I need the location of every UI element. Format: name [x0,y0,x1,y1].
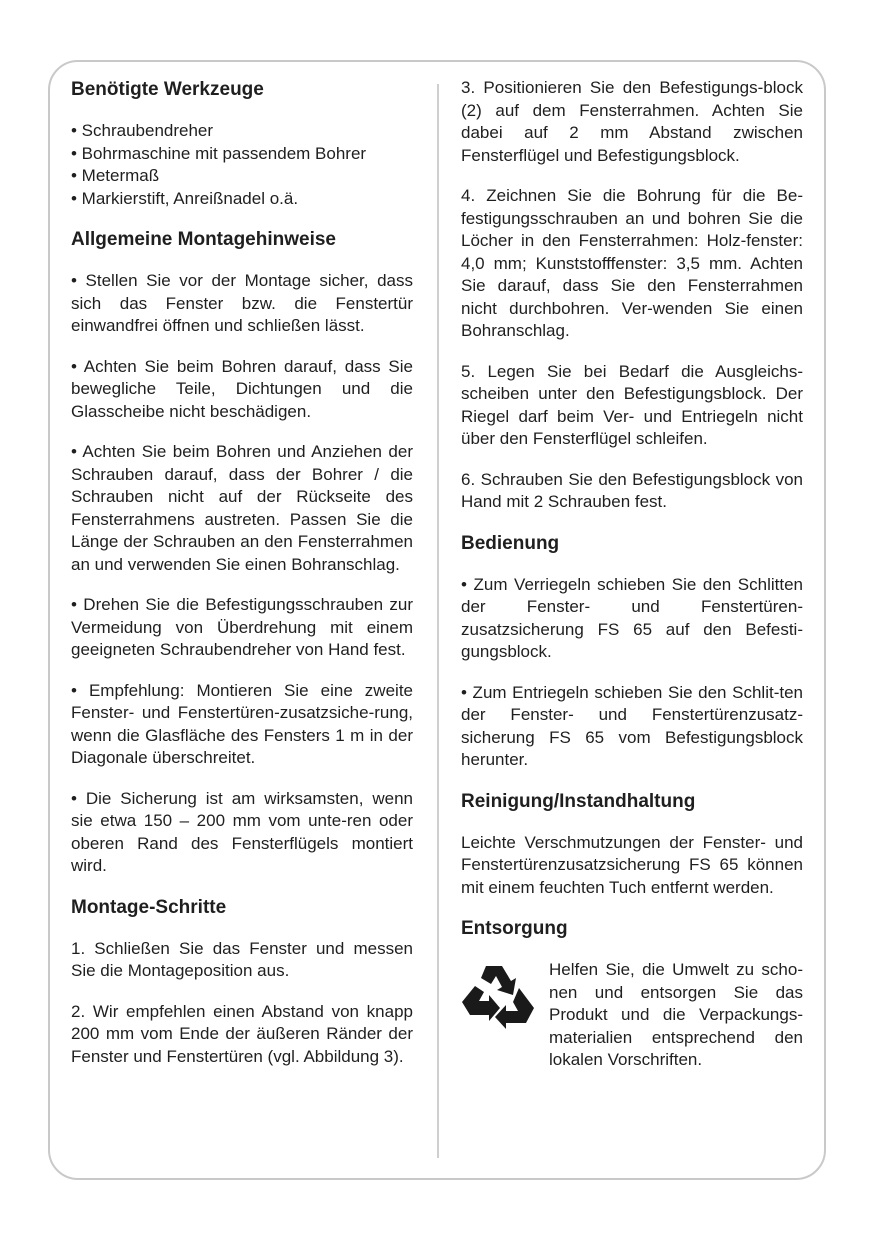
general-item: • Drehen Sie die Befestigungsschrauben zur Vermeidung von Überdrehung mit einem geeigneten Schraubendreher von Hand fest. [71,595,413,659]
step-item: 6. Schrauben Sie den Befestigungsblock von Hand mit 2 Schrauben fest. [461,469,803,511]
general-item: • Stellen Sie vor der Montage sicher, dass sich das Fenster bzw. die Fenstertür einwandfrei öffnen und schließen lässt. [71,271,413,335]
general-item: • Empfehlung: Montieren Sie eine zweite Fenster- und Fenstertüren-zusatzsiche-rung, wenn die Glasfläche des Fensters 1 m in der Diagonale überschreitet. [71,680,413,767]
tools-item: • Markierstift, Anreißnadel o.ä. [71,188,299,208]
step-item: 5. Legen Sie bei Bedarf die Ausgleichs-scheiben unter den Befestigungsblock. Der Riegel darf beim Ver- und Entriegeln nicht über den Fensterflügel schleifen. [461,361,803,448]
tools-heading: Benötigte Werkzeuge [71,79,264,100]
disposal-block [461,959,803,1072]
step-item: 2. Wir empfehlen einen Abstand von knapp 200 mm vom Ende der äußeren Ränder der Fenster und Fenstertüren (vgl. Abbildung 3). [71,1001,413,1066]
step-item: 4. Zeichnen Sie die Bohrung für die Be-festigungsschrauben an und bohren Sie die Löcher in den Fensterrahmen: Holz-fenster: 4,0 mm; Kunststofffenster: 3,5 mm. Achten Sie darauf, dass Sie den Fensterrahmen nicht durchbohren. Ver-wenden Sie einen Bohranschlag. [461,186,803,340]
disposal-heading: Entsorgung [461,918,568,939]
left-column [71,78,413,1086]
steps-heading: Montage-Schritte [71,896,227,918]
general-item: • Achten Sie beim Bohren darauf, dass Sie bewegliche Teile, Dichtungen und die Glasscheibe nicht beschädigen. [71,356,413,421]
general-item: • Die Sicherung ist am wirksamsten, wenn sie etwa 150 – 200 mm vom unte-ren oder oberen Rand des Fensterflügels montiert wird. [71,788,413,875]
recycle-icon [461,962,535,1032]
step-item: 1. Schließen Sie das Fenster und messen Sie die Montageposition aus. [71,938,413,980]
step-item: 3. Positionieren Sie den Befestigungs-block (2) auf dem Fensterrahmen. Achten Sie dabei auf 2 mm Abstand zwischen Fensterflügel und Befestigungsblock. [461,78,803,165]
operation-item: • Zum Entriegeln schieben Sie den Schlit-ten der Fenster- und Fenstertürenzusatz-sicherung FS 65 vom Befestigungsblock herunter. [461,682,803,769]
right-column [461,77,803,1072]
tools-item: • Bohrmaschine mit passendem Bohrer [71,143,367,163]
operation-item: • Zum Verriegeln schieben Sie den Schlitten der Fenster- und Fenstertüren-zusatzsicherung FS 65 auf den Befesti-gungsblock. [461,574,803,661]
disposal-text: Helfen Sie, die Umwelt zu scho-nen und entsorgen Sie das Produkt und die Verpackungs-materialien entsprechend den lokalen Vorschriften. [549,960,803,1069]
tools-list [71,120,413,210]
tools-item: • Schraubendreher [71,121,214,140]
column-divider [437,84,439,1158]
operation-heading: Bedienung [461,532,560,554]
tools-item: • Metermaß [71,166,160,185]
general-item: • Achten Sie beim Bohren und Anziehen der Schrauben darauf, dass der Bohrer / die Schrauben nicht auf der Rückseite des Fensterrahmens austreten. Passen Sie die Länge der Schrauben an den Fensterrahmen an und verwenden Sie einen Bohranschlag. [71,442,413,574]
general-heading: Allgemeine Montagehinweise [71,229,336,250]
cleaning-text: Leichte Verschmutzungen der Fenster- und Fenstertürenzusatzsicherung FS 65 können mit einem feuchten Tuch entfernt werden. [461,832,803,897]
cleaning-heading: Reinigung/Instandhaltung [461,790,696,812]
